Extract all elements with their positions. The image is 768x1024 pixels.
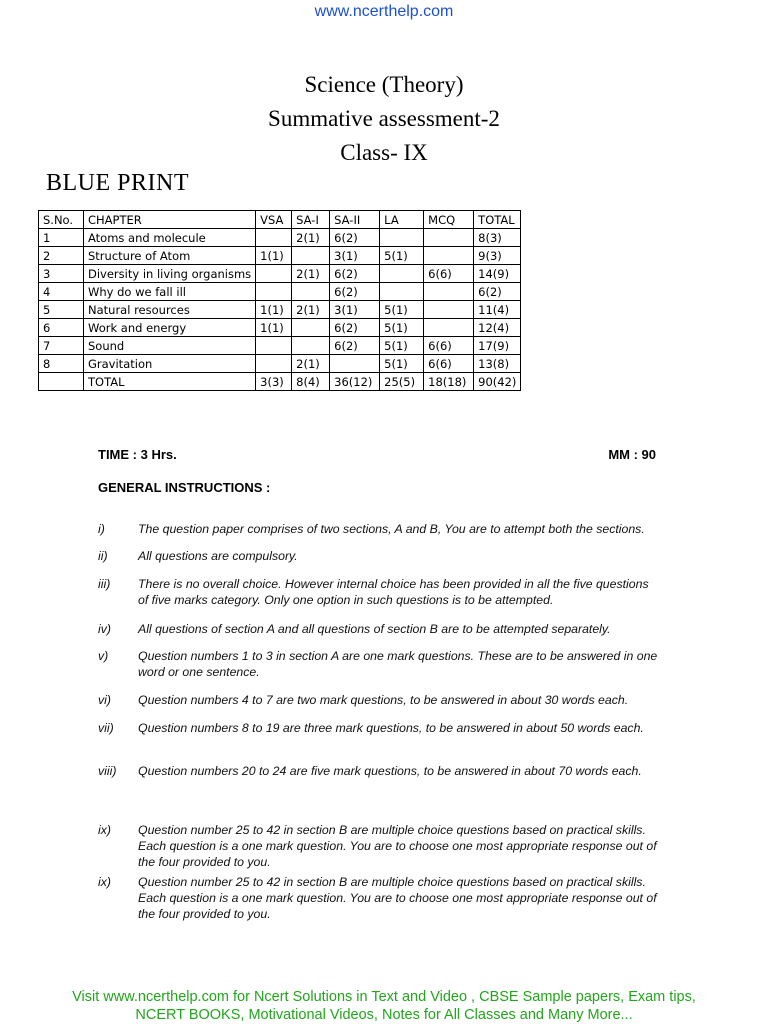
- max-marks: MM : 90: [608, 447, 656, 462]
- table-row: [39, 247, 521, 265]
- table-cell: 8(3): [474, 229, 521, 247]
- table-cell: [424, 319, 474, 337]
- table-cell: 5(1): [380, 301, 424, 319]
- table-cell: 8: [39, 355, 84, 373]
- instruction-text: All questions of section A and all questions of section B are to be attempted separately.: [138, 622, 611, 636]
- blueprint-heading: BLUE PRINT: [46, 170, 189, 196]
- table-cell: 6(2): [330, 229, 380, 247]
- table-cell: [292, 283, 330, 301]
- footer-promo: [0, 988, 768, 1024]
- instruction-number: v): [98, 649, 109, 663]
- table-cell: 6(2): [330, 283, 380, 301]
- table-row: [39, 301, 521, 319]
- table-cell: 18(18): [424, 373, 474, 391]
- table-cell: 1(1): [256, 247, 292, 265]
- instruction-item: [98, 521, 658, 537]
- header-cell: SA-II: [330, 211, 380, 229]
- instruction-text: Question numbers 4 to 7 are two mark questions, to be answered in about 30 words each.: [138, 693, 629, 707]
- title-class: Class- IX: [340, 140, 428, 165]
- header-url-link[interactable]: www.ncerthelp.com: [314, 3, 454, 20]
- instruction-text: Question numbers 1 to 3 in section A are one mark questions. These are to be answered in one word or one sentence.: [138, 649, 658, 679]
- table-cell: 3(1): [330, 301, 380, 319]
- table-cell: 6(2): [330, 319, 380, 337]
- instruction-number: vii): [98, 721, 114, 735]
- time-allowed: TIME : 3 Hrs.: [98, 447, 177, 462]
- instruction-text: There is no overall choice. However internal choice has been provided in all the five questions of five marks category. Only one option in such questions is to be attempted.: [138, 577, 649, 607]
- table-cell: [330, 355, 380, 373]
- table-cell: Work and energy: [84, 319, 256, 337]
- instruction-number: ix): [98, 875, 111, 889]
- table-cell: 4: [39, 283, 84, 301]
- table-cell: [292, 319, 330, 337]
- table-cell: Natural resources: [84, 301, 256, 319]
- table-cell: 6(6): [424, 355, 474, 373]
- instruction-item: [98, 763, 658, 779]
- table-cell: 5(1): [380, 319, 424, 337]
- table-cell: [424, 283, 474, 301]
- instruction-item: [98, 621, 658, 637]
- table-cell: 9(3): [474, 247, 521, 265]
- table-row: [39, 319, 521, 337]
- table-cell: Diversity in living organisms: [84, 265, 256, 283]
- table-row: [39, 229, 521, 247]
- table-row: [39, 265, 521, 283]
- header-cell: S.No.: [39, 211, 84, 229]
- table-cell: 1(1): [256, 319, 292, 337]
- table-cell: 12(4): [474, 319, 521, 337]
- table-body: [39, 229, 521, 391]
- table-cell: [424, 247, 474, 265]
- table-cell: 6(6): [424, 265, 474, 283]
- footer-line-2: NCERT BOOKS, Motivational Videos, Notes for All Classes and Many More...: [135, 1007, 633, 1023]
- table-cell: [292, 247, 330, 265]
- table-cell: 5(1): [380, 355, 424, 373]
- table-cell: Sound: [84, 337, 256, 355]
- table-cell: 2(1): [292, 265, 330, 283]
- instruction-item: [98, 648, 658, 680]
- table-cell: 8(4): [292, 373, 330, 391]
- table-cell: 6(2): [330, 337, 380, 355]
- table-cell: 2(1): [292, 355, 330, 373]
- table-cell: 13(8): [474, 355, 521, 373]
- table-cell: 2(1): [292, 229, 330, 247]
- instruction-number: i): [98, 522, 105, 536]
- instruction-item: [98, 548, 658, 564]
- table-cell: 6: [39, 319, 84, 337]
- instruction-number: iv): [98, 622, 111, 636]
- table-cell: [256, 265, 292, 283]
- table-cell: 25(5): [380, 373, 424, 391]
- table-cell: [39, 373, 84, 391]
- instruction-item: [98, 822, 658, 870]
- instruction-text: Question numbers 8 to 19 are three mark questions, to be answered in about 50 words each.: [138, 721, 644, 735]
- table-cell: 5(1): [380, 247, 424, 265]
- instruction-text: All questions are compulsory.: [138, 549, 298, 563]
- table-cell: [256, 337, 292, 355]
- title-subject: Science (Theory): [304, 72, 464, 97]
- table-cell: [380, 283, 424, 301]
- table-cell: 7: [39, 337, 84, 355]
- instruction-number: viii): [98, 764, 117, 778]
- table-row: [39, 337, 521, 355]
- table-cell: 3(1): [330, 247, 380, 265]
- table-cell: 17(9): [474, 337, 521, 355]
- header-cell: LA: [380, 211, 424, 229]
- blueprint-table: [38, 210, 521, 391]
- title-assessment: Summative assessment-2: [268, 106, 500, 131]
- table-cell: Why do we fall ill: [84, 283, 256, 301]
- table-cell: 3: [39, 265, 84, 283]
- table-cell: Atoms and molecule: [84, 229, 256, 247]
- table-cell: [380, 265, 424, 283]
- instruction-item: [98, 720, 658, 736]
- table-cell: 2: [39, 247, 84, 265]
- header-cell: VSA: [256, 211, 292, 229]
- table-cell: [256, 283, 292, 301]
- document-title: [0, 68, 768, 170]
- instruction-text: Question number 25 to 42 in section B are multiple choice questions based on practical skills. Each question is a one mark question. You are to choose one most appropriate response out of the four provided to you.: [138, 823, 657, 869]
- table-cell: 3(3): [256, 373, 292, 391]
- table-cell: Gravitation: [84, 355, 256, 373]
- header-cell: MCQ: [424, 211, 474, 229]
- table-cell: 6(6): [424, 337, 474, 355]
- instruction-number: ii): [98, 549, 108, 563]
- instruction-text: Question numbers 20 to 24 are five mark questions, to be answered in about 70 words each.: [138, 764, 642, 778]
- instruction-number: iii): [98, 577, 111, 591]
- table-cell: 6(2): [330, 265, 380, 283]
- table-cell: 1(1): [256, 301, 292, 319]
- table-row: [39, 373, 521, 391]
- header-cell: TOTAL: [474, 211, 521, 229]
- instruction-number: vi): [98, 693, 111, 707]
- instruction-number: ix): [98, 823, 111, 837]
- header-cell: SA-I: [292, 211, 330, 229]
- table-cell: 5: [39, 301, 84, 319]
- table-cell: [424, 301, 474, 319]
- table-cell: Structure of Atom: [84, 247, 256, 265]
- table-cell: TOTAL: [84, 373, 256, 391]
- table-cell: 14(9): [474, 265, 521, 283]
- header-cell: CHAPTER: [84, 211, 256, 229]
- table-cell: [292, 337, 330, 355]
- table-row: [39, 355, 521, 373]
- table-cell: 2(1): [292, 301, 330, 319]
- instruction-item: [98, 874, 658, 922]
- table-cell: 90(42): [474, 373, 521, 391]
- table-cell: 36(12): [330, 373, 380, 391]
- table-cell: 6(2): [474, 283, 521, 301]
- instruction-item: [98, 692, 658, 708]
- general-instructions-heading: GENERAL INSTRUCTIONS :: [98, 480, 271, 495]
- table-cell: [424, 229, 474, 247]
- instruction-text: The question paper comprises of two sections, A and B, You are to attempt both the sections.: [138, 522, 645, 536]
- table-cell: 11(4): [474, 301, 521, 319]
- table-cell: [380, 229, 424, 247]
- table-row: [39, 283, 521, 301]
- time-marks-line: [98, 447, 656, 462]
- table-header-row: [39, 211, 521, 229]
- footer-line-1: Visit www.ncerthelp.com for Ncert Solutions in Text and Video , CBSE Sample papers, Exam tips,: [72, 989, 696, 1005]
- instruction-item: [98, 576, 658, 608]
- table-cell: [256, 355, 292, 373]
- table-cell: 5(1): [380, 337, 424, 355]
- table-cell: [256, 229, 292, 247]
- instruction-text: Question number 25 to 42 in section B are multiple choice questions based on practical skills. Each question is a one mark question. You are to choose one most appropriate response out of the four provided to you.: [138, 875, 657, 921]
- table-cell: 1: [39, 229, 84, 247]
